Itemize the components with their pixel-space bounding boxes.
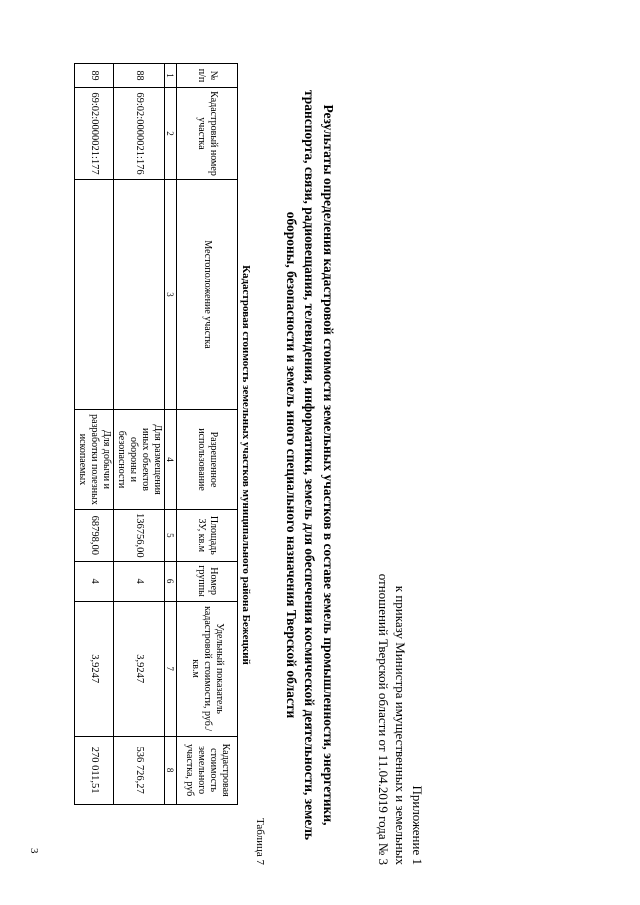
column-number: 7 bbox=[165, 601, 177, 736]
header-cadastral-value: Кадастровая стоимость земельного участка, руб bbox=[177, 736, 238, 804]
cell-permitted-use: Для добычи и разработки полезных ископаемых bbox=[75, 410, 114, 510]
title-line-1: Результаты определения кадастровой стоимости земельных участков в составе земель промышленности, энергетики, bbox=[321, 104, 336, 826]
header-area: Площадь ЗУ, кв.м bbox=[177, 510, 238, 562]
header-cadastral-number: Кадастровый номер участка bbox=[177, 88, 238, 180]
cell-cadastral-number: 69:02:0000021:176 bbox=[114, 88, 165, 180]
header-group: Номер группы bbox=[177, 561, 238, 601]
title-line-3: обороны, безопасности и земель иного специального назначения Тверской области bbox=[284, 211, 299, 719]
column-number: 5 bbox=[165, 510, 177, 562]
title-line-2: транспорта, связи, радиовещания, телевидения, информатики, земель для обеспечения космической деятельности, земель bbox=[302, 89, 318, 841]
cell-unit-value: 3,9247 bbox=[75, 601, 114, 736]
cell-location bbox=[114, 180, 165, 410]
table-label: Таблица 7 bbox=[254, 817, 266, 865]
column-number-row bbox=[165, 64, 177, 805]
header-location: Местоположение участка bbox=[177, 180, 238, 410]
cadastral-value-table bbox=[74, 63, 238, 805]
column-number: 3 bbox=[165, 180, 177, 410]
column-number: 6 bbox=[165, 561, 177, 601]
cell-location bbox=[75, 180, 114, 410]
cell-unit-value: 3,9247 bbox=[114, 601, 165, 736]
header-permitted-use: Разрешенное использование bbox=[177, 410, 238, 510]
appendix-line-2: к приказу Министра имущественных и земельных bbox=[393, 585, 408, 865]
table-row bbox=[75, 64, 114, 805]
document-title bbox=[282, 60, 338, 870]
page-number: 3 bbox=[28, 848, 40, 854]
table-caption: Кадастровая стоимость земельных участков муниципального района Бежецкий bbox=[240, 265, 252, 665]
cell-cadastral-value: 536 726,27 bbox=[114, 736, 165, 804]
cell-cadastral-number: 69:02:0000021:177 bbox=[75, 88, 114, 180]
column-number: 2 bbox=[165, 88, 177, 180]
cell-area: 68798,00 bbox=[75, 510, 114, 562]
column-number: 1 bbox=[165, 64, 177, 88]
column-number: 8 bbox=[165, 736, 177, 804]
cell-permitted-use: Для размещения иных объектов обороны и безопасности bbox=[114, 410, 165, 510]
header-number: № п/п bbox=[177, 64, 238, 88]
appendix-line-1: Приложение 1 bbox=[410, 785, 425, 865]
table-row bbox=[114, 64, 165, 805]
cell-group: 4 bbox=[75, 561, 114, 601]
cell-group: 4 bbox=[114, 561, 165, 601]
cell-area: 136756,00 bbox=[114, 510, 165, 562]
cell-cadastral-value: 270 011,51 bbox=[75, 736, 114, 804]
cell-number: 88 bbox=[114, 64, 165, 88]
appendix-line-3: отношений Тверской области от 11.04.2019 года № 3 bbox=[376, 573, 391, 865]
appendix-block bbox=[375, 505, 426, 865]
table-header-row bbox=[177, 64, 238, 805]
cell-number: 89 bbox=[75, 64, 114, 88]
header-unit-value: Удельный показатель кадастровой стоимости, руб./кв.м bbox=[177, 601, 238, 736]
column-number: 4 bbox=[165, 410, 177, 510]
